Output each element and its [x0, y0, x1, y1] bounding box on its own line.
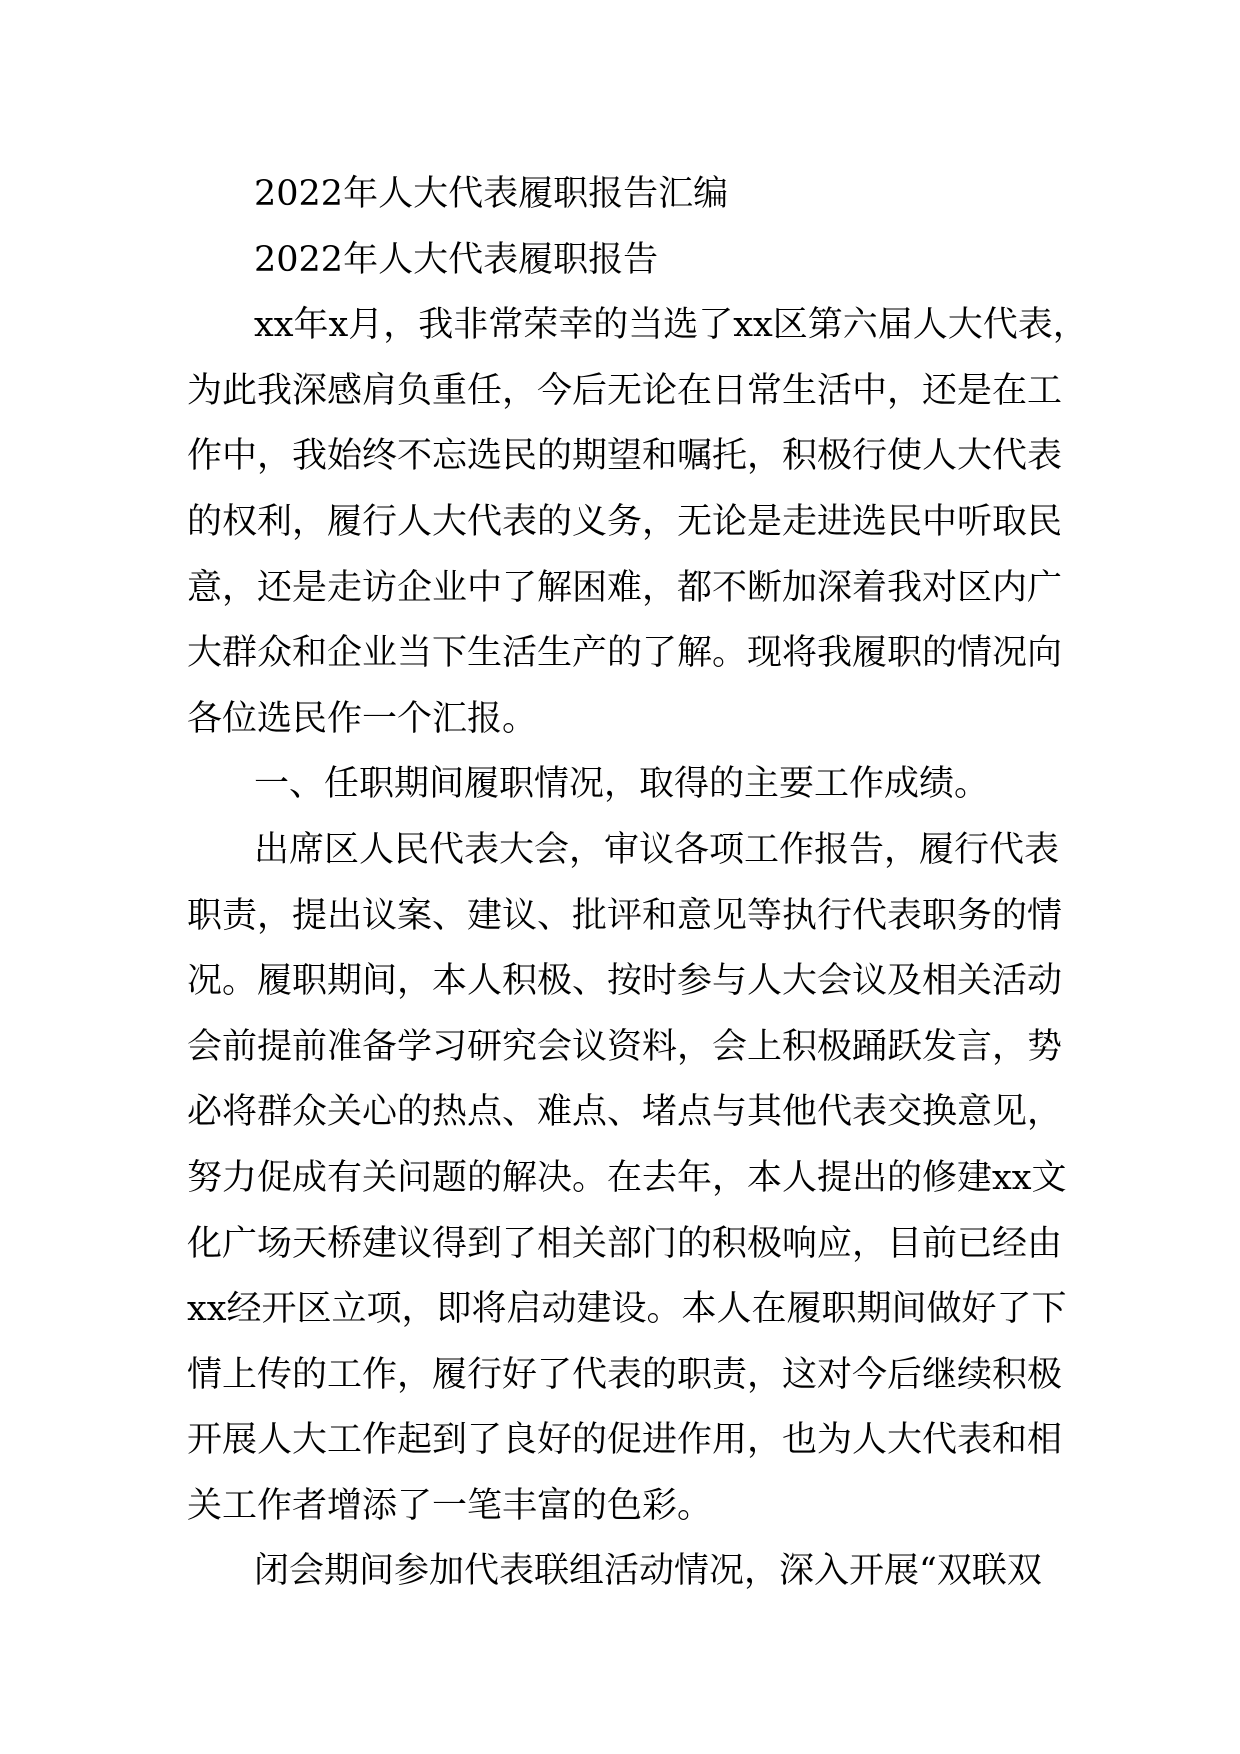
paragraph-line: 职责，提出议案、建议、批评和意见等执行代表职务的情: [187, 895, 1063, 936]
paragraph-line: 努力促成有关问题的解决。在去年，本人提出的修建xx文: [187, 1157, 1067, 1198]
paragraph-line: 闭会期间参加代表联组活动情况，深入开展“双联双: [254, 1551, 1042, 1592]
paragraph-line: 会前提前准备学习研究会议资料，会上积极踊跃发言，势: [187, 1026, 1063, 1067]
paragraph-line: 大群众和企业当下生活生产的了解。现将我履职的情况向: [187, 633, 1063, 674]
section-heading: 一、任职期间履职情况，取得的主要工作成绩。: [254, 764, 990, 805]
paragraph-line: 况。履职期间，本人积极、按时参与人大会议及相关活动: [187, 961, 1063, 1002]
document-body: [187, 162, 1088, 1605]
paragraph-line: 意，还是走访企业中了解困难，都不断加深着我对区内广: [187, 567, 1063, 608]
paragraph-line: 为此我深感肩负重任，今后无论在日常生活中，还是在工: [187, 370, 1063, 411]
paragraph-line: 作中，我始终不忘选民的期望和嘱托，积极行使人大代表: [187, 436, 1063, 477]
paragraph-line: 各位选民作一个汇报。: [187, 698, 538, 739]
heading-report-title: 2022年人大代表履职报告: [254, 239, 659, 280]
paragraph-line: 出席区人民代表大会，审议各项工作报告，履行代表: [254, 829, 1060, 870]
paragraph-line: 关工作者增添了一笔丰富的色彩。: [187, 1485, 713, 1526]
paragraph-line: 化广场天桥建议得到了相关部门的积极响应，目前已经由: [187, 1223, 1063, 1264]
paragraph-line: xx年x月，我非常荣幸的当选了xx区第六届人大代表，: [254, 305, 1088, 346]
paragraph-line: 情上传的工作，履行好了代表的职责，这对今后继续积极: [187, 1354, 1063, 1395]
paragraph-line: 开展人大工作起到了良好的促进作用，也为人大代表和相: [187, 1420, 1063, 1461]
paragraph-line: xx经开区立项，即将启动建设。本人在履职期间做好了下: [187, 1289, 1067, 1330]
paragraph-line: 的权利，履行人大代表的义务，无论是走进选民中听取民: [187, 501, 1063, 542]
heading-compilation-title: 2022年人大代表履职报告汇编: [254, 174, 729, 214]
paragraph-line: 必将群众关心的热点、难点、堵点与其他代表交换意见，: [187, 1092, 1063, 1133]
